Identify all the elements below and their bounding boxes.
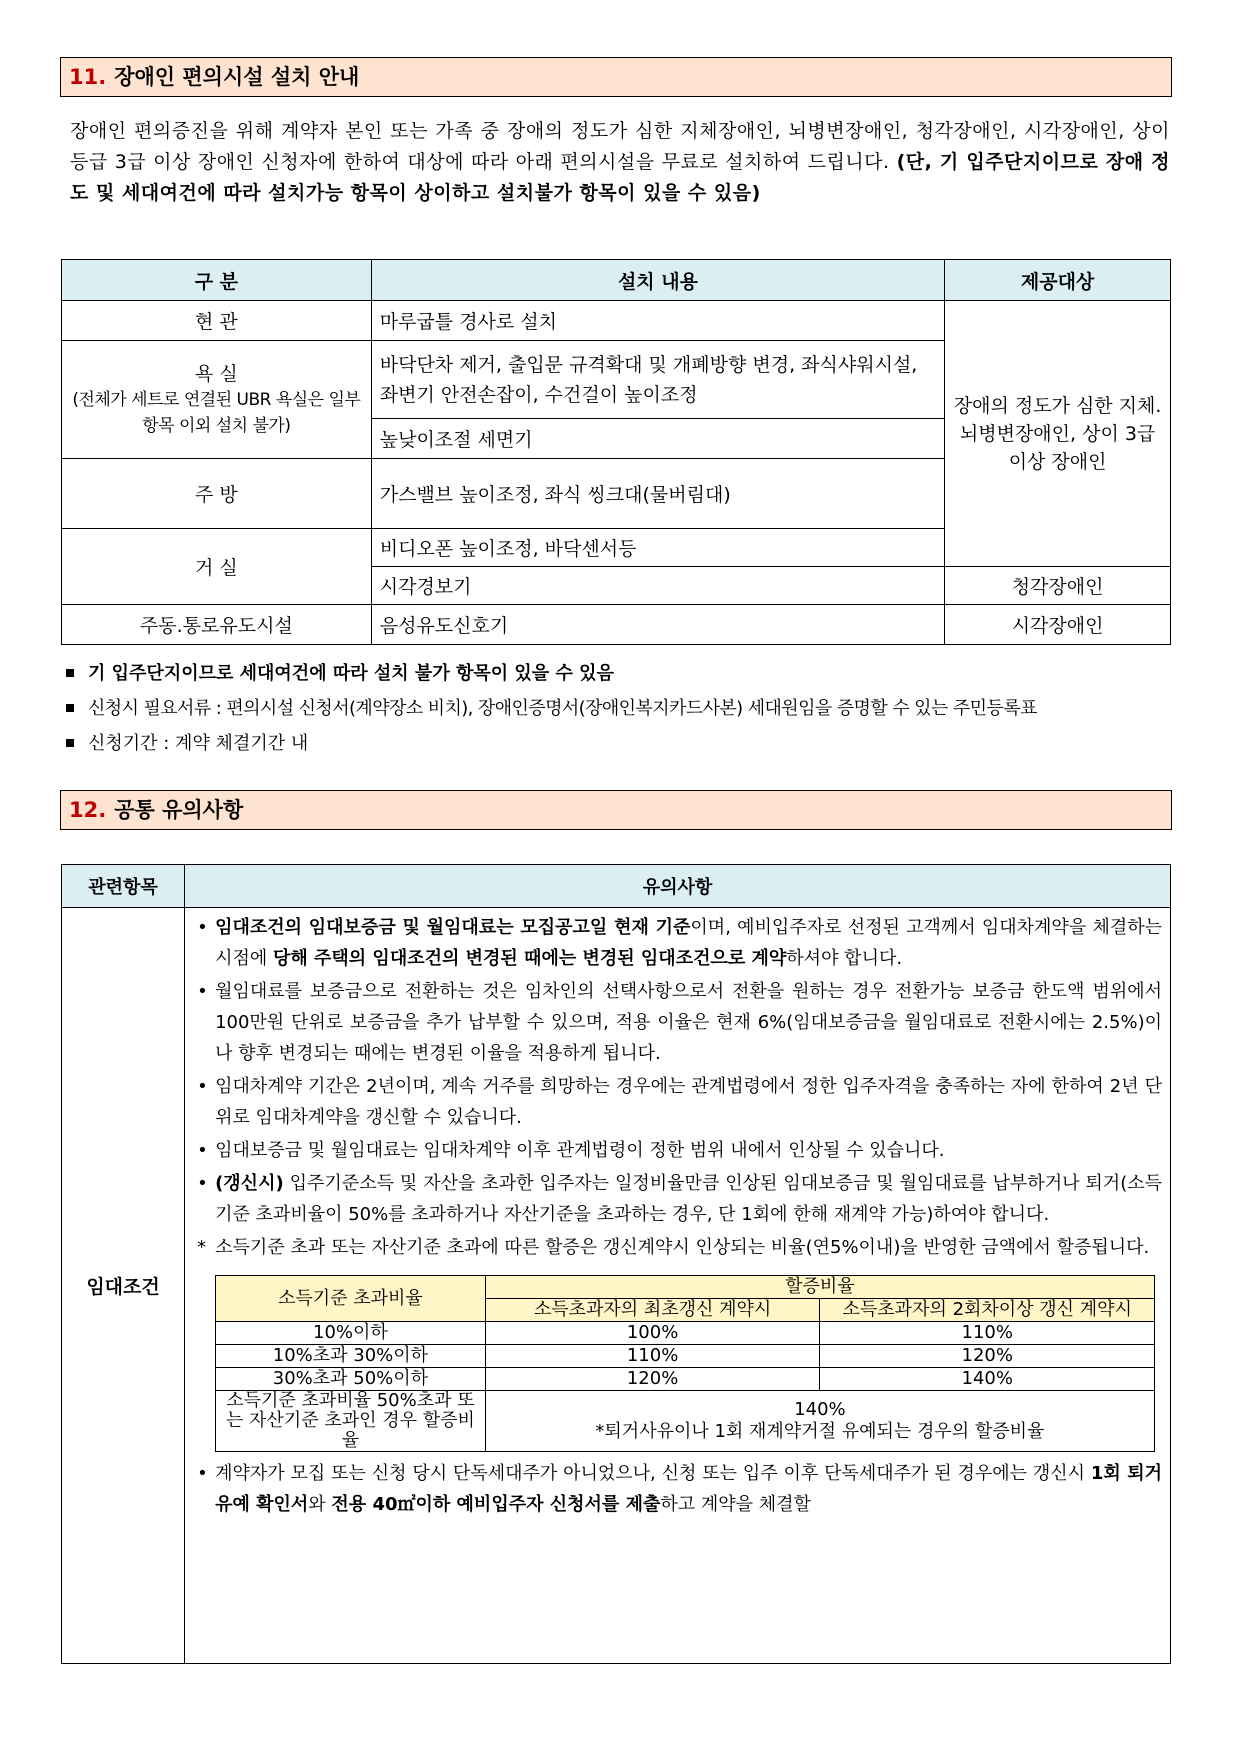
category-living: 거 실 xyxy=(62,529,372,605)
bullet-item: 신청기간 : 계약 체결기간 내 xyxy=(62,726,1172,761)
surcharge-row: 30%초과 50%이하 120% 140% xyxy=(216,1368,1155,1391)
notice-item: • 임대차계약 기간은 2년이며, 계속 거주를 희망하는 경우에는 관계법령에서 정한 입주자격을 충족하는 자에 한하여 2년 단위로 임대차계약을 갱신할 수 있습니다. xyxy=(193,1071,1162,1133)
surcharge-last-value: 140% xyxy=(794,1399,846,1420)
asterisk-icon: * xyxy=(197,1237,207,1258)
category-kitchen: 주 방 xyxy=(62,459,372,529)
bullet-dot-icon: • xyxy=(197,981,208,1002)
content-bathroom-1: 바닥단차 제거, 출입문 규격확대 및 개폐방향 변경, 좌식샤워시설, 좌변기 안전손잡이, 수건걸이 높이조정 xyxy=(371,341,944,419)
target-visual: 시각장애인 xyxy=(945,605,1171,645)
facility-table xyxy=(61,259,1171,645)
label-lease-condition: 임대조건 xyxy=(62,908,185,1664)
content-entrance: 마루굽틀 경사로 설치 xyxy=(371,301,944,341)
bullet-item: 기 입주단지이므로 세대여건에 따라 설치 불가 항목이 있을 수 있음 xyxy=(62,656,1172,691)
lease-condition-notes xyxy=(185,908,1171,1664)
bullet-dot-icon: • xyxy=(197,1076,208,1097)
header-target: 제공대상 xyxy=(945,260,1171,301)
surcharge-note: * 소득기준 초과 또는 자산기준 초과에 따른 할증은 갱신계약시 인상되는 비율(연5%이내)을 반영한 금액에서 할증됩니다. xyxy=(193,1232,1162,1263)
square-bullet-icon xyxy=(66,669,74,677)
surcharge-row: 10%이하 100% 110% xyxy=(216,1322,1155,1345)
category-bathroom-label: 욕 실 xyxy=(194,362,238,385)
section-title: 장애인 편의시설 설치 안내 xyxy=(114,65,360,89)
square-bullet-icon xyxy=(66,704,74,712)
intro-text: 장애인 편의증진을 위해 계약자 본인 또는 가족 중 장애의 정도가 심한 지체장애인, 뇌병변장애인, 청각장애인, 시각장애인, 상이등급 3급 이상 장애인 신청자에 한하여 대상에 따라 아래 편의시설을 무료로 설치하여 드립니다. xyxy=(70,120,1170,173)
notice-item: • 임대조건의 임대보증금 및 월임대료는 모집공고일 현재 기준이며, 예비입주자로 선정된 고객께서 임대차계약을 체결하는 시점에 당해 주택의 임대조건의 변경된 때에는 변경된 임대조건으로 계약하셔야 합니다. xyxy=(193,912,1162,974)
category-entrance: 현 관 xyxy=(62,301,372,341)
section-11-bullets xyxy=(62,656,1172,761)
header-notice: 유의사항 xyxy=(185,865,1171,908)
header-item: 관련항목 xyxy=(62,865,185,908)
header-category: 구 분 xyxy=(62,260,372,301)
section-number: 11. xyxy=(69,65,107,89)
notice-item: • 계약자가 모집 또는 신청 당시 단독세대주가 아니었으나, 신청 또는 입주 이후 단독세대주가 된 경우에는 갱신시 1회 퇴거유예 확인서와 전용 40㎡이하 예비입주자 신청서를 제출하고 계약을 체결할 xyxy=(193,1458,1162,1520)
section-11-header xyxy=(60,57,1172,97)
bullet-dot-icon: • xyxy=(197,1463,208,1484)
section-11-intro xyxy=(70,116,1170,209)
surcharge-header-ratio: 소득기준 초과비율 xyxy=(216,1276,486,1322)
content-common: 음성유도신호기 xyxy=(371,605,944,645)
category-common: 주동.통로유도시설 xyxy=(62,605,372,645)
notice-item: • 임대보증금 및 월임대료는 임대차계약 이후 관계법령이 정한 범위 내에서 인상될 수 있습니다. xyxy=(193,1135,1162,1166)
content-kitchen: 가스밸브 높이조정, 좌식 씽크대(물버림대) xyxy=(371,459,944,529)
surcharge-last-ratio: 소득기준 초과비율 50%초과 또는 자산기준 초과인 경우 할증비율 xyxy=(216,1391,486,1452)
section-12-header xyxy=(60,790,1172,830)
bullet-item: 신청시 필요서류 : 편의시설 신청서(계약장소 비치), 장애인증명서(장애인복지카드사본) 세대원임을 증명할 수 있는 주민등록표 xyxy=(62,691,1172,726)
target-hearing: 청각장애인 xyxy=(945,567,1171,605)
surcharge-header-second: 소득초과자의 2회차이상 갱신 계약시 xyxy=(820,1299,1155,1322)
square-bullet-icon xyxy=(66,739,74,747)
intro-bold-note: (단, 기 입주단지이므로 장애 정도 및 세대여건에 따라 설치가능 항목이 상이하고 설치불가 항목이 있을 수 있음) xyxy=(70,151,1171,204)
surcharge-header-first: 소득초과자의 최초갱신 계약시 xyxy=(485,1299,820,1322)
surcharge-table xyxy=(215,1275,1155,1452)
bullet-dot-icon: • xyxy=(197,1140,208,1161)
bullet-dot-icon: • xyxy=(197,917,208,938)
section-number: 12. xyxy=(69,798,107,822)
surcharge-row: 10%초과 30%이하 110% 120% xyxy=(216,1345,1155,1368)
surcharge-last-cell xyxy=(485,1391,1154,1452)
surcharge-last-note: *퇴거사유이나 1회 재계약거절 유예되는 경우의 할증비율 xyxy=(595,1421,1045,1442)
notice-table xyxy=(61,864,1171,1664)
content-bathroom-2: 높낮이조절 세면기 xyxy=(371,419,944,459)
content-living-2: 시각경보기 xyxy=(371,567,944,605)
header-content: 설치 내용 xyxy=(371,260,944,301)
surcharge-row-last xyxy=(216,1391,1155,1452)
category-bathroom-note: (전체가 세트로 연결된 UBR 욕실은 일부 항목 이외 설치 불가) xyxy=(72,389,361,436)
notice-item: • (갱신시) 입주기준소득 및 자산을 초과한 입주자는 일정비율만큼 인상된 임대보증금 및 월임대료를 납부하거나 퇴거(소득기준 초과비율이 50%를 초과하거나 자산기준을 초과하는 경우, 단 1회에 한해 재계약 가능)하여야 합니다. xyxy=(193,1168,1162,1230)
target-main: 장애의 정도가 심한 지체.뇌병변장애인, 상이 3급이상 장애인 xyxy=(945,301,1171,567)
content-living-1: 비디오폰 높이조정, 바닥센서등 xyxy=(371,529,944,567)
section-title: 공통 유의사항 xyxy=(114,798,244,822)
notice-item: • 월임대료를 보증금으로 전환하는 것은 임차인의 선택사항으로서 전환을 원하는 경우 전환가능 보증금 한도액 범위에서 100만원 단위로 보증금을 추가 납부할 수 있으며, 적용 이율은 현재 6%(임대보증금을 월임대료로 전환시에는 2.5%)이나 향후 변경되는 때에는 변경된 이율을 적용하게 됩니다. xyxy=(193,976,1162,1069)
bullet-dot-icon: • xyxy=(197,1173,208,1194)
category-bathroom xyxy=(62,341,372,459)
surcharge-header-group: 할증비율 xyxy=(485,1276,1154,1299)
